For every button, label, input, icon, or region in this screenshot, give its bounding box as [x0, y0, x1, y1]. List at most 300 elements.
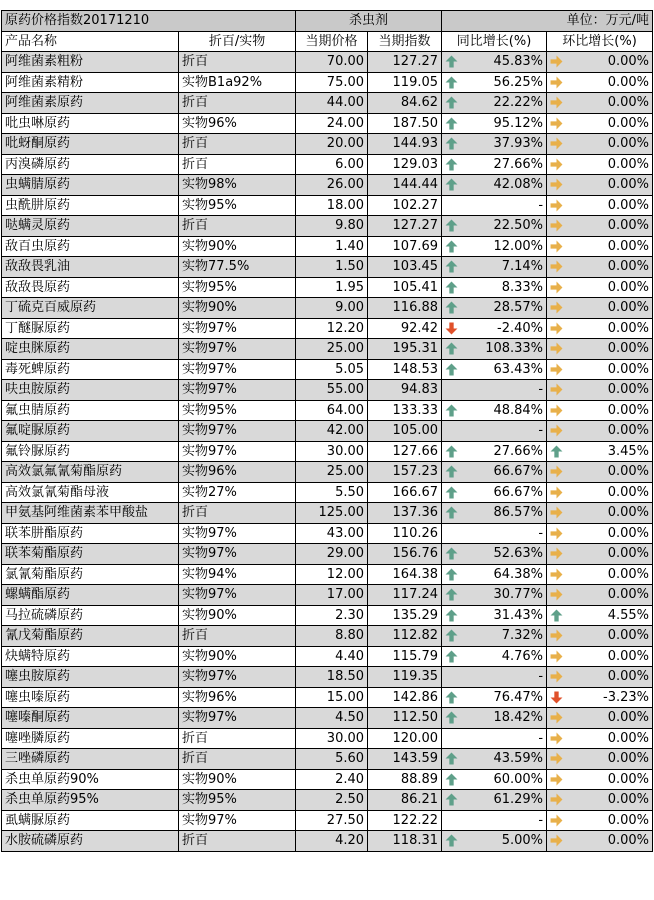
cell-mom	[547, 400, 653, 421]
cell-index-value: 164.38	[392, 566, 439, 582]
cell-mom	[547, 52, 653, 73]
arrow-up-icon	[445, 834, 458, 847]
cell-product-name	[2, 564, 179, 585]
cell-spec-value: 实物96%	[182, 115, 237, 131]
cell-mom	[547, 339, 653, 360]
cell-mom-value: 0.00%	[607, 320, 650, 336]
cell-spec	[179, 544, 296, 565]
cell-mom	[547, 544, 653, 565]
cell-mom	[547, 421, 653, 442]
cell-index	[368, 810, 442, 831]
table-row	[2, 831, 653, 852]
cell-spec	[179, 380, 296, 401]
cell-product-name-value: 阿维菌素原药	[5, 95, 84, 111]
cell-price	[296, 585, 368, 606]
cell-product-name-value: 虫酰肼原药	[5, 197, 71, 213]
cell-product-name-value: 联苯肼酯原药	[5, 525, 84, 541]
header-price: 当期价格	[296, 31, 368, 52]
cell-price-value: 44.00	[326, 95, 365, 111]
cell-yoy	[442, 400, 547, 421]
cell-yoy-value: 7.14%	[501, 259, 544, 275]
cell-price-value: 5.60	[335, 751, 365, 767]
cell-spec	[179, 728, 296, 749]
cell-mom	[547, 195, 653, 216]
cell-mom	[547, 216, 653, 237]
cell-spec-value: 实物96%	[182, 464, 237, 480]
cell-mom	[547, 810, 653, 831]
arrow-right-icon	[550, 383, 563, 396]
cell-product-name-value: 毒死蜱原药	[5, 361, 71, 377]
cell-product-name-value: 炔螨特原药	[5, 648, 71, 664]
cell-yoy	[442, 421, 547, 442]
arrow-right-icon	[550, 814, 563, 827]
cell-spec-value: 实物90%	[182, 238, 237, 254]
cell-product-name	[2, 154, 179, 175]
cell-mom-value: 4.55%	[607, 607, 650, 623]
cell-price-value: 26.00	[326, 177, 365, 193]
cell-price-value: 4.20	[335, 833, 365, 849]
arrow-right-icon	[550, 281, 563, 294]
cell-index-value: 110.26	[392, 525, 439, 541]
cell-mom-value: 0.00%	[607, 792, 650, 808]
table-row	[2, 544, 653, 565]
arrow-up-icon	[445, 506, 458, 519]
table-row	[2, 277, 653, 298]
cell-spec-value: 折百	[182, 218, 209, 234]
cell-mom-value: 0.00%	[607, 238, 650, 254]
cell-mom-value: 0.00%	[607, 566, 650, 582]
cell-spec-value: 实物90%	[182, 648, 237, 664]
cell-product-name-value: 噻虫嗪原药	[5, 689, 71, 705]
cell-product-name	[2, 667, 179, 688]
cell-price	[296, 564, 368, 585]
cell-price-value: 43.00	[326, 525, 365, 541]
cell-price-value: 70.00	[326, 54, 365, 70]
cell-mom	[547, 298, 653, 319]
cell-price	[296, 93, 368, 114]
cell-spec-value: 实物97%	[182, 341, 237, 357]
cell-mom-value: 0.00%	[607, 197, 650, 213]
cell-index-value: 137.36	[392, 505, 439, 521]
cell-product-name-value: 水胺硫磷原药	[5, 833, 84, 849]
cell-spec-value: 实物95%	[182, 792, 237, 808]
cell-yoy	[442, 667, 547, 688]
cell-yoy	[442, 257, 547, 278]
arrow-right-icon	[550, 568, 563, 581]
cell-product-name-value: 高效氯氟氰菊酯原药	[5, 464, 123, 480]
cell-price	[296, 646, 368, 667]
cell-yoy	[442, 216, 547, 237]
cell-mom-value: 0.00%	[607, 710, 650, 726]
cell-price	[296, 216, 368, 237]
arrow-up-icon	[445, 691, 458, 704]
cell-index	[368, 605, 442, 626]
arrow-up-icon	[445, 281, 458, 294]
arrow-up-icon	[445, 588, 458, 601]
cell-product-name-value: 氟虫腈原药	[5, 402, 71, 418]
cell-price-value: 20.00	[326, 136, 365, 152]
cell-yoy-value: 95.12%	[493, 115, 544, 131]
arrow-right-icon	[550, 773, 563, 786]
cell-index	[368, 482, 442, 503]
cell-index-value: 144.44	[392, 177, 439, 193]
cell-yoy-value: 37.93%	[493, 136, 544, 152]
cell-price-value: 30.00	[326, 443, 365, 459]
table-row	[2, 154, 653, 175]
cell-index-value: 144.93	[392, 136, 439, 152]
cell-product-name-value: 噻唑膦原药	[5, 730, 71, 746]
cell-yoy-value: 7.32%	[501, 628, 544, 644]
arrow-right-icon	[550, 158, 563, 171]
cell-yoy-value: 76.47%	[493, 689, 544, 705]
cell-yoy-value: 56.25%	[493, 74, 544, 90]
cell-price	[296, 687, 368, 708]
cell-yoy	[442, 359, 547, 380]
cell-spec-value: 折百	[182, 751, 209, 767]
cell-price-value: 1.95	[335, 279, 365, 295]
cell-price	[296, 544, 368, 565]
arrow-right-icon	[550, 670, 563, 683]
cell-yoy-value: 4.76%	[501, 648, 544, 664]
cell-index-value: 118.31	[392, 833, 439, 849]
cell-price-value: 1.40	[335, 238, 365, 254]
cell-price	[296, 298, 368, 319]
cell-price-value: 4.50	[335, 710, 365, 726]
cell-price	[296, 421, 368, 442]
cell-mom	[547, 646, 653, 667]
cell-yoy	[442, 93, 547, 114]
arrow-up-icon	[445, 363, 458, 376]
cell-product-name	[2, 339, 179, 360]
cell-price	[296, 154, 368, 175]
table-row	[2, 462, 653, 483]
arrow-up-icon	[445, 486, 458, 499]
cell-yoy-value: 66.67%	[493, 464, 544, 480]
cell-product-name	[2, 72, 179, 93]
cell-spec	[179, 482, 296, 503]
cell-product-name	[2, 790, 179, 811]
arrow-right-icon	[550, 96, 563, 109]
cell-yoy-value: 48.84%	[493, 402, 544, 418]
cell-spec	[179, 790, 296, 811]
cell-product-name-value: 甲氨基阿维菌素苯甲酸盐	[5, 505, 149, 521]
cell-spec-value: 实物97%	[182, 443, 237, 459]
cell-product-name-value: 丁醚脲原药	[5, 320, 71, 336]
cell-yoy-value: 18.42%	[493, 710, 544, 726]
cell-product-name-value: 吡蚜酮原药	[5, 136, 71, 152]
table-row	[2, 769, 653, 790]
cell-index-value: 127.27	[392, 218, 439, 234]
cell-spec	[179, 585, 296, 606]
cell-product-name	[2, 523, 179, 544]
cell-spec-value: 折百	[182, 136, 209, 152]
cell-mom-value: 0.00%	[607, 669, 650, 685]
cell-product-name-value: 氟铃脲原药	[5, 443, 71, 459]
cell-yoy-value: 28.57%	[493, 300, 544, 316]
cell-mom	[547, 441, 653, 462]
cell-index	[368, 585, 442, 606]
cell-product-name	[2, 93, 179, 114]
cell-price-value: 25.00	[326, 464, 365, 480]
cell-mom	[547, 154, 653, 175]
cell-price-value: 15.00	[326, 689, 365, 705]
table-row	[2, 523, 653, 544]
cell-yoy-value: 27.66%	[493, 443, 544, 459]
cell-index	[368, 257, 442, 278]
cell-yoy	[442, 195, 547, 216]
header-yoy: 同比增长(%)	[442, 31, 547, 52]
cell-mom	[547, 462, 653, 483]
cell-price-value: 9.80	[335, 218, 365, 234]
cell-mom-value: 0.00%	[607, 382, 650, 398]
cell-yoy-value: 12.00%	[493, 238, 544, 254]
cell-spec	[179, 134, 296, 155]
cell-product-name-value: 联苯菊酯原药	[5, 546, 84, 562]
cell-mom-value: 0.00%	[607, 156, 650, 172]
cell-mom-value: 0.00%	[607, 525, 650, 541]
cell-spec	[179, 564, 296, 585]
category-label: 杀虫剂	[296, 11, 442, 32]
cell-yoy	[442, 175, 547, 196]
arrow-right-icon	[550, 752, 563, 765]
cell-yoy	[442, 441, 547, 462]
cell-mom-value: 0.00%	[607, 730, 650, 746]
cell-index-value: 143.59	[392, 751, 439, 767]
cell-mom	[547, 380, 653, 401]
cell-product-name	[2, 359, 179, 380]
arrow-up-icon	[445, 793, 458, 806]
cell-index-value: 157.23	[392, 464, 439, 480]
table-row	[2, 626, 653, 647]
cell-spec	[179, 113, 296, 134]
unit-label: 单位：万元/吨	[442, 11, 653, 32]
cell-spec-value: 实物95%	[182, 402, 237, 418]
cell-yoy	[442, 134, 547, 155]
arrow-up-icon	[445, 260, 458, 273]
cell-price-value: 8.80	[335, 628, 365, 644]
cell-yoy	[442, 790, 547, 811]
cell-spec-value: 实物27%	[182, 484, 237, 500]
cell-price-value: 55.00	[326, 382, 365, 398]
arrow-up-icon	[445, 137, 458, 150]
cell-spec-value: 折百	[182, 628, 209, 644]
cell-spec-value: 实物97%	[182, 525, 237, 541]
cell-price	[296, 236, 368, 257]
cell-spec-value: 折百	[182, 730, 209, 746]
cell-product-name	[2, 421, 179, 442]
cell-product-name	[2, 236, 179, 257]
cell-mom	[547, 134, 653, 155]
table-row	[2, 564, 653, 585]
cell-yoy-value: 27.66%	[493, 156, 544, 172]
cell-yoy-value: 61.29%	[493, 792, 544, 808]
cell-mom	[547, 257, 653, 278]
cell-yoy-value: 22.22%	[493, 95, 544, 111]
cell-yoy	[442, 749, 547, 770]
cell-index	[368, 277, 442, 298]
header-spec: 折百/实物	[179, 31, 296, 52]
cell-mom-value: 0.00%	[607, 136, 650, 152]
cell-mom	[547, 318, 653, 339]
cell-mom-value: 0.00%	[607, 771, 650, 787]
cell-product-name	[2, 585, 179, 606]
cell-price	[296, 380, 368, 401]
cell-price	[296, 810, 368, 831]
cell-spec	[179, 626, 296, 647]
cell-index	[368, 523, 442, 544]
table-banner-row	[2, 11, 653, 32]
arrow-right-icon	[550, 260, 563, 273]
arrow-up-icon	[550, 445, 563, 458]
cell-product-name-value: 杀虫单原药90%	[5, 771, 99, 787]
cell-product-name	[2, 134, 179, 155]
cell-index-value: 112.50	[392, 710, 439, 726]
cell-yoy	[442, 113, 547, 134]
arrow-up-icon	[445, 752, 458, 765]
arrow-right-icon	[550, 117, 563, 130]
cell-price	[296, 52, 368, 73]
cell-yoy	[442, 72, 547, 93]
cell-product-name	[2, 216, 179, 237]
cell-mom	[547, 585, 653, 606]
cell-product-name	[2, 810, 179, 831]
cell-mom	[547, 687, 653, 708]
cell-product-name	[2, 257, 179, 278]
table-row	[2, 298, 653, 319]
cell-spec	[179, 667, 296, 688]
cell-index	[368, 441, 442, 462]
arrow-right-icon	[550, 178, 563, 191]
cell-product-name	[2, 318, 179, 339]
cell-spec	[179, 503, 296, 524]
cell-product-name-value: 吡虫啉原药	[5, 115, 71, 131]
cell-index	[368, 93, 442, 114]
cell-index	[368, 503, 442, 524]
cell-product-name-value: 氟啶脲原药	[5, 423, 71, 439]
arrow-right-icon	[550, 342, 563, 355]
cell-price	[296, 339, 368, 360]
arrow-right-icon	[550, 55, 563, 68]
table-row	[2, 482, 653, 503]
cell-price	[296, 359, 368, 380]
arrow-right-icon	[550, 137, 563, 150]
cell-price-value: 2.40	[335, 771, 365, 787]
cell-index	[368, 462, 442, 483]
cell-price	[296, 441, 368, 462]
arrow-up-icon	[445, 650, 458, 663]
table-row	[2, 134, 653, 155]
arrow-down-icon	[445, 322, 458, 335]
cell-spec-value: 折百	[182, 833, 209, 849]
cell-mom-value: 0.00%	[607, 218, 650, 234]
cell-mom-value: -3.23%	[603, 689, 650, 705]
table-row	[2, 195, 653, 216]
cell-price-value: 5.50	[335, 484, 365, 500]
cell-spec-value: 折百	[182, 156, 209, 172]
cell-product-name-value: 噻虫胺原药	[5, 669, 71, 685]
cell-yoy-value: 45.83%	[493, 54, 544, 70]
arrow-up-icon	[445, 178, 458, 191]
cell-spec	[179, 72, 296, 93]
cell-index-value: 112.82	[392, 628, 439, 644]
cell-product-name	[2, 175, 179, 196]
cell-yoy	[442, 728, 547, 749]
cell-spec-value: 实物97%	[182, 320, 237, 336]
arrow-up-icon	[445, 568, 458, 581]
table-row	[2, 72, 653, 93]
cell-index-value: 133.33	[392, 402, 439, 418]
cell-price-value: 12.00	[326, 566, 365, 582]
table-row	[2, 318, 653, 339]
cell-spec	[179, 769, 296, 790]
cell-index-value: 102.27	[392, 197, 439, 213]
arrow-right-icon	[550, 834, 563, 847]
cell-product-name	[2, 441, 179, 462]
cell-index-value: 166.67	[392, 484, 439, 500]
cell-spec	[179, 175, 296, 196]
cell-yoy-value: 86.57%	[493, 505, 544, 521]
cell-product-name-value: 噻嗪酮原药	[5, 710, 71, 726]
cell-yoy	[442, 687, 547, 708]
arrow-up-icon	[445, 219, 458, 232]
table-row	[2, 52, 653, 73]
cell-index	[368, 708, 442, 729]
arrow-up-icon	[445, 158, 458, 171]
cell-yoy	[442, 462, 547, 483]
cell-mom-value: 0.00%	[607, 751, 650, 767]
cell-index-value: 116.88	[392, 300, 439, 316]
cell-product-name	[2, 749, 179, 770]
cell-price	[296, 605, 368, 626]
cell-yoy-value: 52.63%	[493, 546, 544, 562]
cell-spec-value: 实物98%	[182, 177, 237, 193]
cell-index-value: 122.22	[392, 812, 439, 828]
cell-spec-value: 折百	[182, 505, 209, 521]
cell-yoy	[442, 523, 547, 544]
cell-mom-value: 0.00%	[607, 546, 650, 562]
cell-product-name	[2, 646, 179, 667]
cell-index-value: 115.79	[392, 648, 439, 664]
table-row	[2, 380, 653, 401]
cell-mom	[547, 626, 653, 647]
cell-mom-value: 0.00%	[607, 833, 650, 849]
cell-product-name	[2, 687, 179, 708]
arrow-right-icon	[550, 547, 563, 560]
cell-price-value: 12.20	[326, 320, 365, 336]
cell-product-name-value: 哒螨灵原药	[5, 218, 71, 234]
arrow-right-icon	[550, 363, 563, 376]
cell-yoy	[442, 482, 547, 503]
arrow-right-icon	[550, 732, 563, 745]
cell-index	[368, 236, 442, 257]
cell-product-name-value: 阿维菌素精粉	[5, 74, 84, 90]
cell-product-name-value: 氰戊菊酯原药	[5, 628, 84, 644]
cell-yoy-value: 63.43%	[493, 361, 544, 377]
cell-index	[368, 667, 442, 688]
cell-price-value: 1.50	[335, 259, 365, 275]
cell-mom-value: 0.00%	[607, 177, 650, 193]
table-row	[2, 339, 653, 360]
cell-mom	[547, 667, 653, 688]
cell-mom-value: 0.00%	[607, 279, 650, 295]
arrow-right-icon	[550, 76, 563, 89]
cell-spec-value: 实物97%	[182, 361, 237, 377]
cell-mom-value: 0.00%	[607, 259, 650, 275]
arrow-up-icon	[445, 55, 458, 68]
arrow-up-icon	[445, 76, 458, 89]
cell-index	[368, 113, 442, 134]
cell-product-name	[2, 544, 179, 565]
